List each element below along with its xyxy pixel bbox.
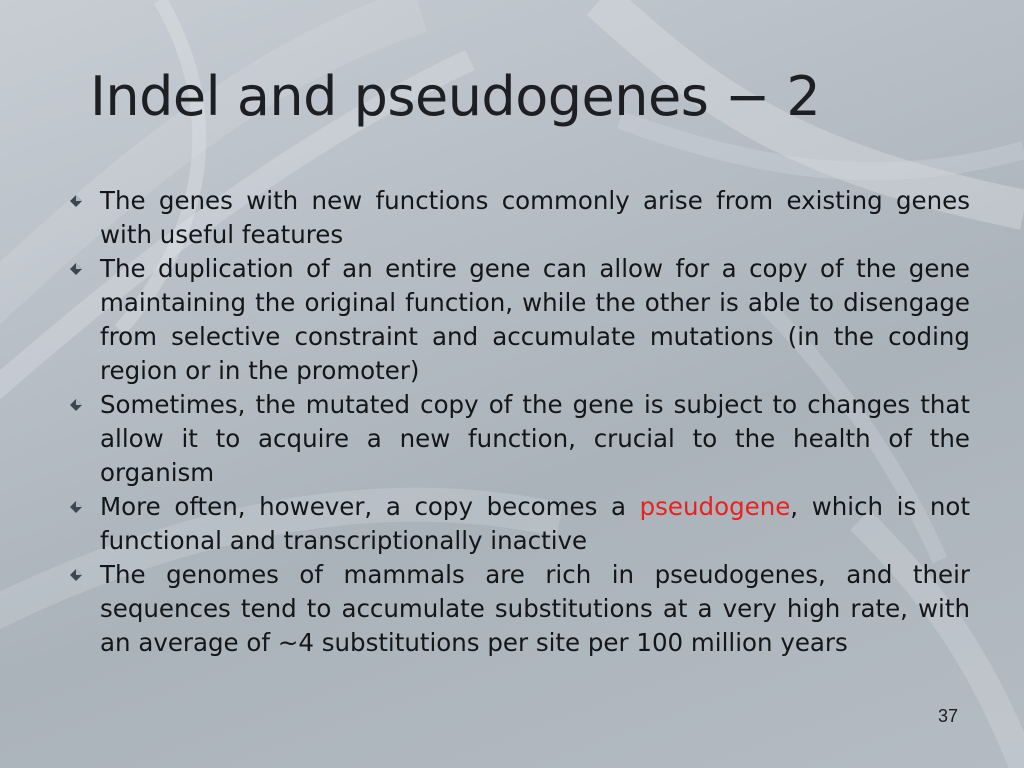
diamond-bullet-icon	[70, 195, 82, 207]
bullet-item	[100, 252, 970, 388]
bullet-item	[100, 558, 970, 660]
slide-title: Indel and pseudogenes − 2	[90, 65, 821, 128]
bullet-item	[100, 184, 970, 252]
diamond-bullet-icon	[70, 501, 82, 513]
bullet-list	[100, 184, 970, 660]
pseudogene-highlight: pseudogene	[639, 492, 791, 521]
bullet-text: The duplication of an entire gene can allow for a copy of the gene maintaining the original function, while the other is able to disengage from selective constraint and accumulate mutations (in the coding region or in the promoter)	[100, 254, 970, 385]
diamond-bullet-icon	[70, 263, 82, 275]
page-number: 37	[938, 706, 959, 726]
bullet-item	[100, 388, 970, 490]
bullet-text: Sometimes, the mutated copy of the gene is subject to changes that allow it to acquire a new function, crucial to the health of the organism	[100, 390, 970, 487]
diamond-bullet-icon	[70, 569, 82, 581]
bullet-text-after: , which is not functional and transcriptionally inactive	[100, 492, 970, 555]
bullet-text: The genes with new functions commonly arise from existing genes with useful features	[100, 186, 970, 249]
bullet-item	[100, 490, 970, 558]
bullet-text-before: More often, however, a copy becomes a	[100, 492, 640, 521]
diamond-bullet-icon	[70, 399, 82, 411]
bullet-text: The genomes of mammals are rich in pseudogenes, and their sequences tend to accumulate substitutions at a very high rate, with an average of ∼4 substitutions per site per 100 million years	[100, 560, 970, 657]
